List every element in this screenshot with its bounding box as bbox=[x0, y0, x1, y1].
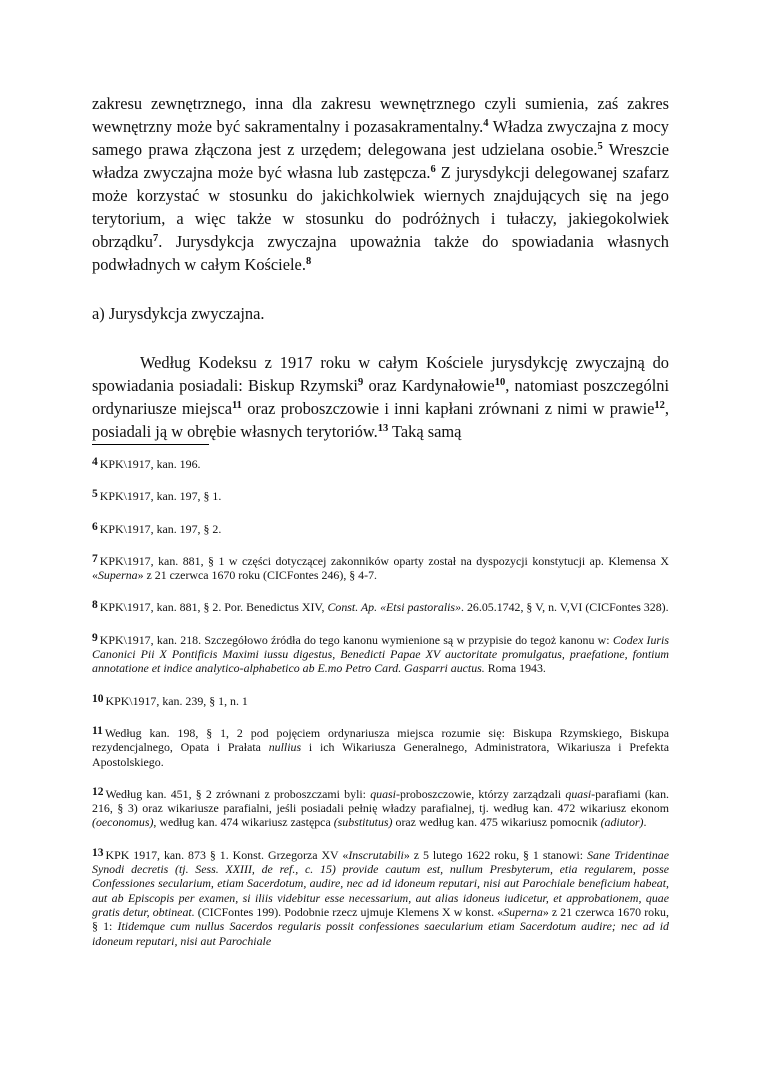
footnote-ref-8[interactable]: 8 bbox=[305, 256, 312, 267]
footnote-ref-13[interactable]: 13 bbox=[377, 423, 389, 434]
section-heading: a) Jurysdykcja zwyczajna. bbox=[92, 304, 265, 323]
footnotes bbox=[92, 455, 669, 948]
footnote-13: 13 KPK 1917, kan. 873 § 1. Konst. Grzegorza XV «Inscrutabili» z 5 lutego 1622 roku, § 1 stanowi: Sane Tridentinae Synodi decretis (tj. Sess. XXIII, de ref., c. 15) provide cautum est, nullum Presbyterum, etia regularem, posse Confessiones secularium, etiam Sacerdotum, audire, nec ad id idoneum reputari, nisi aut Parochiale beneficium habeat, aut ab Episcopis per examen, si iliis videbitur esse necessarium, aut alias idoneus iudicetur, et approbationem, quae gratis detur, obtineat. (CICFontes 199). Podobnie rzecz ujmuje Klemens X w konst. «Superna» z 21 czerwca 1670 roku, § 1: Itidemque cum nullus Sacerdos regularis possit confessiones saecularium etiam Sacerdotum audire; nec ad id idoneum reputari, nisi aut Parochiale bbox=[92, 846, 669, 948]
footnote-12: 12 Według kan. 451, § 2 zrównani z proboszczami byli: quasi-proboszczowie, którzy zarządzali quasi-parafiami (kan. 216, § 3) oraz wikariusze parafialni, jeśli posiadali pełnię władzy parafialnej, tj. według kan. 472 wikariusz ekonom (oeconomus), według kan. 474 wikariusz zastępca (substitutus) oraz według kan. 475 wikariusz pomocnik (adiutor). bbox=[92, 785, 669, 830]
document-page bbox=[92, 92, 669, 964]
footnote-11: 11 Według kan. 198, § 1, 2 pod pojęciem ordynariusza miejsca rozumie się: Biskupa Rzymskiego, Biskupa rezydencjalnego, Opata i Prałata nullius i ich Wikariusza Generalnego, Administratora, Wikariusza i Prefekta Apostolskiego. bbox=[92, 724, 669, 769]
footnote-10: 10 KPK\1917, kan. 239, § 1, n. 1 bbox=[92, 692, 248, 708]
footnote-5: 5 KPK\1917, kan. 197, § 1. bbox=[92, 488, 222, 504]
footnote-ref-4[interactable]: 4 bbox=[483, 118, 489, 129]
body-paragraph-1: zakresu zewnętrznego, inna dla zakresu wewnętrznego czyli sumienia, zaś zakres wewnętrzny może być sakramentalny i pozasakramentalny.$^4$ Władza zwyczajna z mocy samego prawa złączona jest z urzędem; delegowana jest udzielana osobie.$^5$ Wreszcie władza zwyczajna może być własna lub zastępcza.$^6$ Z jurysdykcji delegowanej szafarz może korzystać w stosunku do jakichkolwiek wiernych znajdujących się na jego terytorium, a więc także w stosunku do podróżnych i tułaczy, jakiegokolwiek obrządku$^7$. Jurysdykcja zwyczajna upoważnia także do spowiadania własnych podwładnych w całym Kościele.$^8$ bbox=[92, 94, 670, 274]
footnote-ref-6[interactable]: 6 bbox=[430, 164, 436, 175]
footnote-ref-11[interactable]: 11 bbox=[232, 400, 242, 411]
footnote-4: 4 KPK\1917, kan. 196. bbox=[92, 456, 201, 471]
footnote-ref-7[interactable]: 7 bbox=[153, 233, 159, 244]
footnote-separator bbox=[92, 444, 209, 445]
footnote-7: 7 KPK\1917, kan. 881, § 1 w części dotyczącej zakonników oparty został na dyspozycji konstytucji ap. Klemensa X «Superna» z 21 czerwca 1670 roku (CICFontes 246), § 4-7. bbox=[92, 552, 669, 583]
footnote-ref-10[interactable]: 10 bbox=[494, 377, 506, 388]
footnote-ref-9[interactable]: 9 bbox=[358, 377, 364, 388]
body-paragraph-2: Według Kodeksu z 1917 roku w całym Kościele jurysdykcję zwyczajną do spowiadania posiadali: Biskup Rzymski$^9$ oraz Kardynałowie$^{10}$, natomiast poszczególni ordynariusze miejsca$^{11}$ oraz proboszczowie i inni kapłani zrównani z nimi w prawie$^{12}$, posiadali ją w obrębie własnych terytoriów.$^{13}$ Taką samą bbox=[92, 353, 670, 441]
footnote-6: 6 KPK\1917, kan. 197, § 2. bbox=[92, 520, 222, 536]
footnote-8: 8 KPK\1917, kan. 881, § 2. Por. Benedictus XIV, Const. Ap. «Etsi pastoralis». 26.05.1742, § V, n. V,VI (CICFontes 328). bbox=[92, 599, 669, 615]
footnote-ref-5[interactable]: 5 bbox=[597, 141, 603, 152]
footnote-ref-12[interactable]: 12 bbox=[654, 400, 665, 411]
footnote-9: 9 KPK\1917, kan. 218. Szczegółowo źródła do tego kanonu wymienione są w przypisie do tegoż kanonu w: Codex Iuris Canonici Pii X Pontificis Maximi iussu digestus, Benedicti Papae XV auctoritate promulgatus, praefatione, fontium annotatione et indice analytico-alphabetico ab E.mo Petro Card. Gasparri auctus. Roma 1943. bbox=[92, 631, 669, 676]
